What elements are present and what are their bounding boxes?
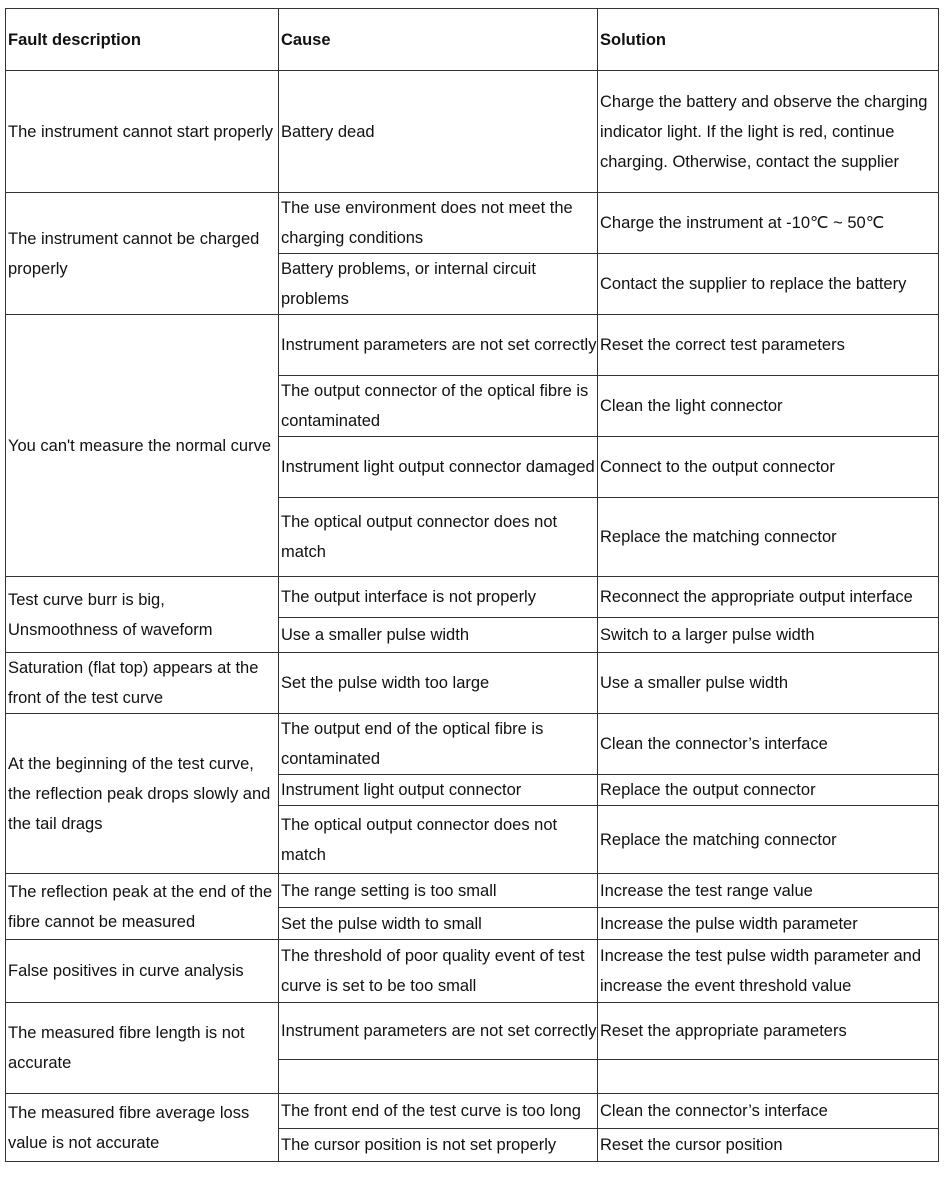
table-row bbox=[6, 874, 939, 908]
table-row bbox=[6, 193, 939, 254]
fault-description-cell bbox=[6, 577, 279, 653]
cause-cell-text: Instrument light output connector damaged bbox=[281, 458, 595, 476]
cause-cell bbox=[279, 437, 598, 498]
cause-cell-text: The output connector of the optical fibre is contaminated bbox=[281, 382, 589, 430]
cause-cell-text: The front end of the test curve is too long bbox=[281, 1102, 581, 1120]
solution-cell-text: Increase the pulse width parameter bbox=[600, 914, 858, 933]
fault-description-cell-text: The instrument cannot be charged properly bbox=[8, 229, 260, 278]
solution-cell bbox=[598, 376, 939, 437]
solution-cell-text: Increase the test pulse width parameter and increase the event threshold value bbox=[600, 947, 922, 995]
fault-description-cell-text: The measured fibre length is not accurate bbox=[8, 1024, 245, 1072]
cause-cell bbox=[279, 376, 598, 437]
cause-cell-text: The output end of the optical fibre is contaminated bbox=[281, 720, 544, 768]
cause-cell bbox=[279, 618, 598, 653]
cause-cell-text: The optical output connector does not match bbox=[281, 513, 558, 561]
solution-cell bbox=[598, 908, 939, 940]
solution-cell bbox=[598, 940, 939, 1003]
solution-cell-text: Clean the connector’s interface bbox=[600, 735, 828, 753]
solution-cell-text: Reconnect the appropriate output interface bbox=[600, 588, 913, 606]
solution-cell bbox=[598, 71, 939, 193]
cause-cell bbox=[279, 940, 598, 1003]
solution-cell-text: Charge the battery and observe the charging indicator light. If the light is red, continue charging. Otherwise, contact the supplier bbox=[600, 92, 928, 171]
table-body bbox=[6, 9, 939, 1162]
fault-description-cell bbox=[6, 71, 279, 193]
cause-cell bbox=[279, 1129, 598, 1162]
cause-cell bbox=[279, 498, 598, 577]
solution-cell bbox=[598, 653, 939, 714]
cause-cell bbox=[279, 315, 598, 376]
solution-cell bbox=[598, 577, 939, 618]
cause-cell-text: The threshold of poor quality event of test curve is set to be too small bbox=[281, 947, 585, 995]
cause-cell-text: The optical output connector does not match bbox=[281, 815, 558, 864]
table-row bbox=[6, 1003, 939, 1060]
solution-cell bbox=[598, 714, 939, 775]
header-row bbox=[6, 9, 939, 71]
cause-cell bbox=[279, 71, 598, 193]
cause-cell-text: Set the pulse width to small bbox=[281, 914, 482, 933]
solution-cell-text: Switch to a larger pulse width bbox=[600, 626, 815, 644]
solution-cell-text: Replace the matching connector bbox=[600, 528, 837, 546]
fault-description-cell-text: At the beginning of the test curve, the reflection peak drops slowly and the tail drags bbox=[8, 754, 271, 833]
table-row bbox=[6, 940, 939, 1003]
cause-cell bbox=[279, 775, 598, 806]
table-row bbox=[6, 1094, 939, 1129]
cause-cell bbox=[279, 1060, 598, 1094]
fault-description-cell bbox=[6, 193, 279, 315]
solution-cell-text: Clean the light connector bbox=[600, 397, 783, 415]
fault-description-cell bbox=[6, 1003, 279, 1094]
cause-cell-text: Instrument light output connector bbox=[281, 781, 522, 799]
header-cause: Cause bbox=[279, 9, 598, 71]
solution-cell-text: Contact the supplier to replace the battery bbox=[600, 275, 907, 293]
fault-description-cell bbox=[6, 1094, 279, 1162]
cause-cell-text: The cursor position is not set properly bbox=[281, 1136, 557, 1154]
solution-cell bbox=[598, 254, 939, 315]
solution-cell bbox=[598, 1129, 939, 1162]
solution-cell-text: Reset the cursor position bbox=[600, 1136, 783, 1154]
cause-cell-text: Use a smaller pulse width bbox=[281, 626, 469, 644]
cause-cell-text: Set the pulse width too large bbox=[281, 674, 490, 692]
table-row bbox=[6, 315, 939, 376]
solution-cell bbox=[598, 618, 939, 653]
troubleshooting-table-container bbox=[5, 8, 939, 1162]
cause-cell-text: Battery problems, or internal circuit problems bbox=[281, 260, 536, 308]
solution-cell-text: Reset the appropriate parameters bbox=[600, 1022, 847, 1040]
fault-description-cell bbox=[6, 714, 279, 874]
fault-description-cell-text: The reflection peak at the end of the fibre cannot be measured bbox=[8, 882, 273, 931]
fault-description-cell-text: You can't measure the normal curve bbox=[8, 436, 272, 455]
cause-cell bbox=[279, 254, 598, 315]
fault-description-cell-text: Test curve burr is big, Unsmoothness of waveform bbox=[8, 590, 213, 639]
cause-cell bbox=[279, 653, 598, 714]
cause-cell bbox=[279, 874, 598, 908]
solution-cell bbox=[598, 1003, 939, 1060]
table-row bbox=[6, 714, 939, 775]
solution-cell bbox=[598, 806, 939, 874]
solution-cell-text: Clean the connector’s interface bbox=[600, 1102, 828, 1120]
cause-cell bbox=[279, 193, 598, 254]
cause-cell bbox=[279, 908, 598, 940]
solution-cell bbox=[598, 1060, 939, 1094]
cause-cell bbox=[279, 806, 598, 874]
fault-description-cell-text: Saturation (flat top) appears at the front of the test curve bbox=[8, 659, 259, 707]
solution-cell-text: Increase the test range value bbox=[600, 881, 813, 900]
solution-cell-text: Use a smaller pulse width bbox=[600, 674, 788, 692]
cause-cell-text: The use environment does not meet the charging conditions bbox=[281, 199, 573, 247]
cause-cell-text: Instrument parameters are not set correctly bbox=[281, 1022, 597, 1040]
table-row bbox=[6, 71, 939, 193]
solution-cell bbox=[598, 1094, 939, 1129]
cause-cell bbox=[279, 577, 598, 618]
cause-cell bbox=[279, 1094, 598, 1129]
cause-cell-text: The output interface is not properly bbox=[281, 588, 536, 606]
cause-cell bbox=[279, 714, 598, 775]
solution-cell bbox=[598, 437, 939, 498]
fault-description-cell bbox=[6, 315, 279, 577]
solution-cell-text: Reset the correct test parameters bbox=[600, 336, 845, 354]
solution-cell bbox=[598, 874, 939, 908]
table-row bbox=[6, 653, 939, 714]
cause-cell-text: Instrument parameters are not set correctly bbox=[281, 336, 597, 354]
solution-cell-text: Replace the output connector bbox=[600, 781, 816, 799]
solution-cell-text: Replace the matching connector bbox=[600, 830, 837, 849]
cause-cell-text: Battery dead bbox=[281, 122, 375, 141]
solution-cell bbox=[598, 775, 939, 806]
fault-description-cell-text: False positives in curve analysis bbox=[8, 962, 244, 980]
header-solution: Solution bbox=[598, 9, 939, 71]
fault-description-cell-text: The instrument cannot start properly bbox=[8, 122, 274, 141]
cause-cell bbox=[279, 1003, 598, 1060]
fault-description-cell bbox=[6, 874, 279, 940]
fault-description-cell bbox=[6, 653, 279, 714]
solution-cell-text: Charge the instrument at -10℃ ~ 50℃ bbox=[600, 214, 885, 232]
header-fault-description: Fault description bbox=[6, 9, 279, 71]
solution-cell bbox=[598, 193, 939, 254]
fault-description-cell-text: The measured fibre average loss value is not accurate bbox=[8, 1103, 250, 1152]
table-row bbox=[6, 577, 939, 618]
solution-cell bbox=[598, 315, 939, 376]
solution-cell bbox=[598, 498, 939, 577]
solution-cell-text: Connect to the output connector bbox=[600, 458, 835, 476]
troubleshooting-table bbox=[5, 8, 939, 1162]
fault-description-cell bbox=[6, 940, 279, 1003]
cause-cell-text: The range setting is too small bbox=[281, 881, 497, 900]
